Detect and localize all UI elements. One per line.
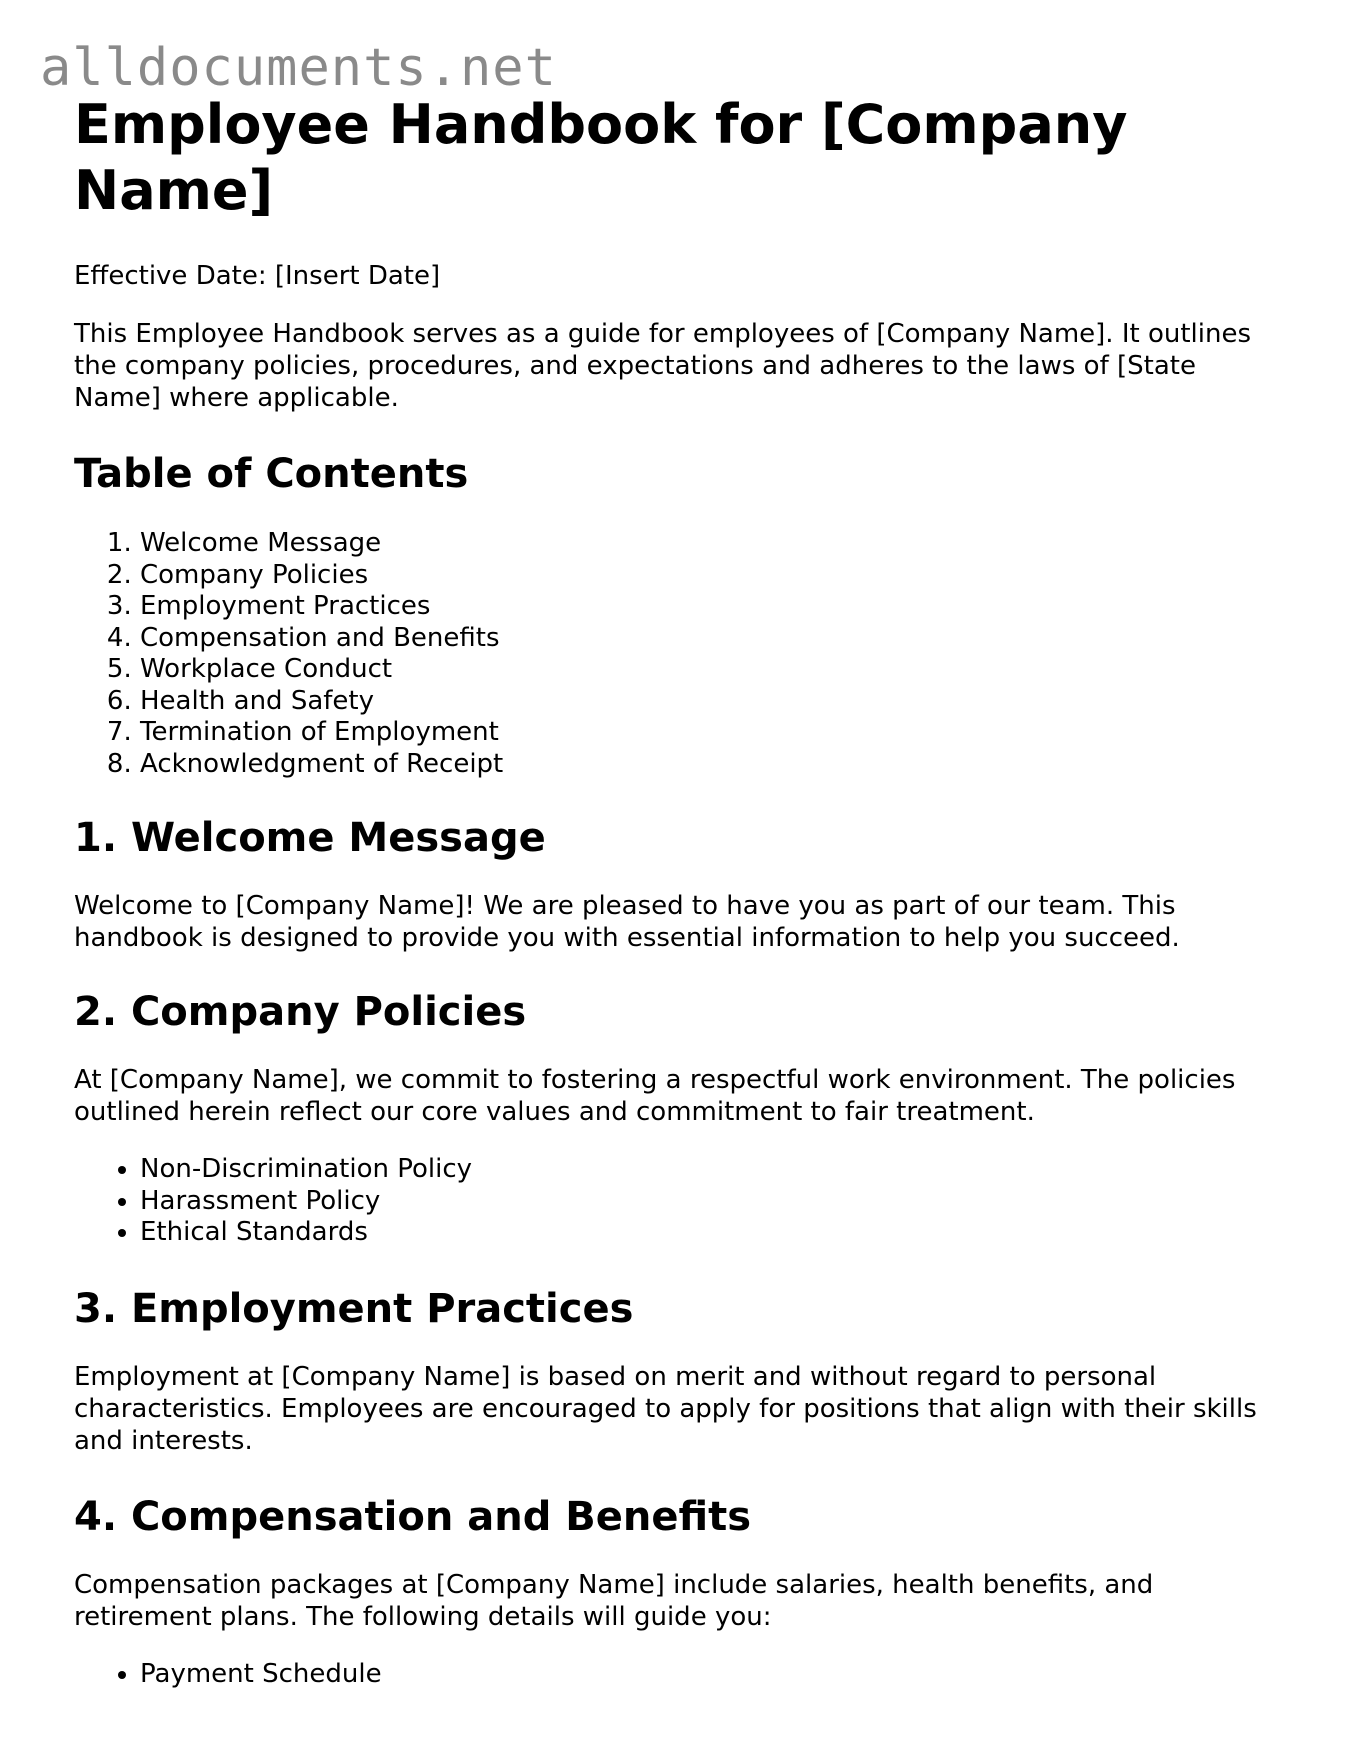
toc-item: 5. Workplace Conduct xyxy=(140,654,1284,686)
section-text-welcome: Welcome to [Company Name]! We are pleased to have you as part of our team. This handbook is designed to provide you with essential information to help you succeed. xyxy=(74,891,1180,953)
toc-item: 7. Termination of Employment xyxy=(140,717,1284,749)
policies-list xyxy=(74,1154,1284,1249)
section-text-employment: Employment at [Company Name] is based on merit and without regard to personal characteristics. Employees are encouraged to apply for positions that align with their skills and interests. xyxy=(74,1361,1257,1456)
list-item: • Harassment Policy xyxy=(140,1186,1284,1218)
page-title: Employee Handbook for [Company Name] xyxy=(74,93,1128,222)
list-item: • Payment Schedule xyxy=(140,1659,1284,1691)
compensation-list xyxy=(74,1659,1284,1691)
toc-heading: Table of Contents xyxy=(74,451,469,497)
section-heading-employment: 3. Employment Practices xyxy=(74,1285,634,1332)
toc-item: 4. Compensation and Benefits xyxy=(140,623,1284,655)
toc-item: 6. Health and Safety xyxy=(140,686,1284,718)
watermark: alldocuments.net xyxy=(40,38,557,98)
section-heading-welcome: 1. Welcome Message xyxy=(74,815,546,861)
section-heading-compensation: 4. Compensation and Benefits xyxy=(74,1493,752,1540)
section-text-policies: At [Company Name], we commit to fostering a respectful work environment. The policies outlined herein reflect our core values and commitment to fair treatment. xyxy=(74,1065,1236,1127)
document-page xyxy=(74,92,1284,1690)
toc-list xyxy=(74,528,1284,780)
intro-paragraph: This Employee Handbook serves as a guide for employees of [Company Name]. It outlines the company policies, procedures, and expectations and adheres to the laws of [State Name] where applicable. xyxy=(74,319,1252,413)
section-text-compensation: Compensation packages at [Company Name] include salaries, health benefits, and retirement plans. The following details will guide you: xyxy=(74,1569,1154,1632)
toc-item: 2. Company Policies xyxy=(140,560,1284,592)
list-item: • Non-Discrimination Policy xyxy=(140,1154,1284,1186)
list-item: • Ethical Standards xyxy=(140,1217,1284,1249)
toc-item: 8. Acknowledgment of Receipt xyxy=(140,749,1284,781)
effective-date: Effective Date: [Insert Date] xyxy=(74,261,441,291)
section-heading-policies: 2. Company Policies xyxy=(74,989,527,1035)
toc-item: 1. Welcome Message xyxy=(140,528,1284,560)
toc-item: 3. Employment Practices xyxy=(140,591,1284,623)
